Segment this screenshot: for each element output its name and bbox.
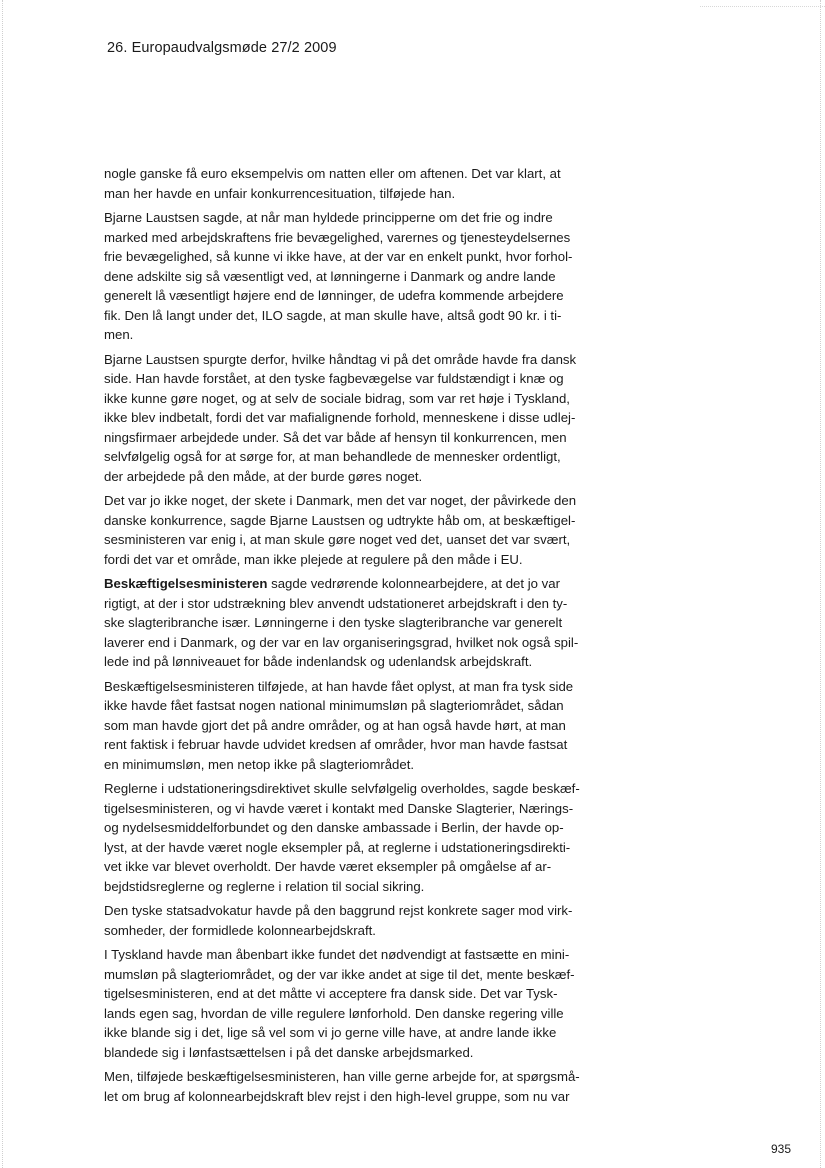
paragraph-line: Men, tilføjede beskæftigelsesministeren, han ville gerne arbejde for, at spørgsmå-	[104, 1069, 580, 1084]
paragraph-line: laverer end i Danmark, og der var en lav organiseringsgrad, hvilket nok også spil-	[104, 634, 579, 650]
paragraph-line: men.	[104, 327, 134, 342]
paragraph-line: side. Han havde forstået, at den tyske fagbevægelse var fuldstændigt i knæ og	[104, 371, 564, 386]
paragraph-line: lede ind på lønniveauet for både indenlandsk og udenlandsk arbejdskraft.	[104, 654, 533, 669]
page-number: 935	[771, 1142, 792, 1156]
line-text: sagde vedrørende kolonnearbejdere, at det jo var	[267, 576, 560, 591]
body-text	[104, 164, 586, 1111]
paragraph-line: ikke blande sig i det, lige så vel som vi jo gerne ville have, at andre lande ikke	[104, 1025, 557, 1040]
paragraph-line: rent faktisk i februar havde udvidet kredsen af områder, hvor man havde fastsat	[104, 737, 568, 752]
paragraph-line: fik. Den lå langt under det, ILO sagde, at man skulle have, altså godt 90 kr. i ti-	[104, 307, 562, 323]
paragraph-line: marked med arbejdskraftens frie bevægelighed, varernes og tjenesteydelsernes	[104, 229, 571, 245]
paragraph-line: I Tyskland havde man åbenbart ikke fundet det nødvendigt at fastsætte en mini-	[104, 947, 570, 962]
paragraph-line: Bjarne Laustsen spurgte derfor, hvilke håndtag vi på det område havde fra dansk	[104, 351, 577, 367]
paragraph-line: Bjarne Laustsen sagde, at når man hyldede principperne om det frie og indre	[104, 210, 553, 225]
paragraph-line: vet ikke var blevet overholdt. Der havde været eksempler på omgåelse af ar-	[104, 859, 552, 874]
paragraph-line: sesministeren var enig i, at man skule gøre noget ved det, uanset det var svært,	[104, 532, 571, 547]
paragraph-line: lands egen sag, hvordan de ville regulere lønforhold. Den danske regering ville	[104, 1005, 564, 1021]
scan-left-edge	[2, 0, 3, 1168]
paragraph	[104, 164, 586, 203]
paragraph-line: ikke kunne gøre noget, og at selv de sociale bidrag, som var ret høje i Tyskland,	[104, 390, 570, 406]
paragraph-line: ningsfirmaer arbejdede under. Så det var både af hensyn til konkurrencen, men	[104, 429, 567, 445]
paragraph-line: der arbejdede på den måde, at der burde gøres noget.	[104, 468, 423, 484]
paragraph-line: fordi det var et område, man ikke plejede at regulere på den måde i EU.	[104, 551, 523, 567]
paragraph	[104, 779, 586, 896]
speaker-name: Beskæftigelsesministeren	[104, 576, 268, 591]
paragraph	[104, 677, 586, 775]
paragraph-line: let om brug af kolonnearbejdskraft blev rejst i den high-level gruppe, som nu var	[104, 1088, 570, 1104]
paragraph	[104, 901, 586, 940]
paragraph-line: lyst, at der havde været nogle eksempler på, at reglerne i udstationeringsdirekti-	[104, 839, 571, 855]
paragraph-line: somheder, der formidlede kolonnearbejdskraft.	[104, 922, 376, 938]
paragraph	[104, 945, 586, 1062]
paragraph	[104, 208, 586, 345]
paragraph-line: tigelsesministeren, og vi havde været i kontakt med Danske Slagterier, Nærings-	[104, 800, 574, 816]
paragraph-line: danske konkurrence, sagde Bjarne Laustsen og udtrykte håb om, at beskæftigel-	[104, 512, 576, 528]
paragraph-line: mumsløn på slagteriområdet, og der var ikke andet at sige til det, mente beskæf-	[104, 966, 575, 982]
paragraph-line: man her havde en unfair konkurrencesituation, tilføjede han.	[104, 185, 456, 201]
paragraph-line: Reglerne i udstationeringsdirektivet skulle selvfølgelig overholdes, sagde beskæf-	[104, 781, 580, 796]
paragraph	[104, 1067, 586, 1106]
paragraph	[104, 350, 586, 487]
paragraph-line: blandede sig i lønfastsættelsen i på det danske arbejdsmarked.	[104, 1044, 474, 1060]
paragraph-line: selvfølgelig også for at sørge for, at man behandlede de mennesker ordentligt,	[104, 449, 561, 464]
paragraph-line: Den tyske statsadvokatur havde på den baggrund rejst konkrete sager mod virk-	[104, 903, 573, 918]
paragraph-line: Det var jo ikke noget, der skete i Danmark, men det var noget, der påvirkede den	[104, 493, 577, 508]
paragraph-line: ikke havde fået fastsat nogen national minimumsløn på slagteriområdet, sådan	[104, 698, 564, 713]
page-header: 26. Europaudvalgsmøde 27/2 2009	[107, 40, 337, 56]
paragraph-line: ikke blev indbetalt, fordi det var mafialignende forhold, menneskene i disse udlej-	[104, 410, 576, 425]
scan-top-edge	[700, 6, 825, 7]
paragraph-line: generelt lå væsentligt højere end de lønninger, de udefra kommende arbejdere	[104, 288, 564, 303]
paragraph-line: og nydelsesmiddelforbundet og den danske ambassade i Berlin, der havde op-	[104, 820, 564, 835]
paragraph-line: Beskæftigelsesministeren tilføjede, at han havde fået oplyst, at man fra tysk side	[104, 678, 574, 694]
paragraph	[104, 491, 586, 569]
paragraph-line: frie bevægelighed, så kunne vi ikke have, at der var en enkelt punkt, hvor forhol-	[104, 249, 573, 264]
paragraph-line: tigelsesministeren, end at det måtte vi acceptere fra dansk side. Det var Tysk-	[104, 986, 558, 1001]
paragraph-line: bejdstidsreglerne og reglerne i relation til social sikring.	[104, 878, 425, 894]
paragraph-line: dene adskilte sig så væsentligt ved, at lønningerne i Danmark og andre lande	[104, 268, 556, 284]
paragraph-line: som man havde gjort det på andre områder, og at han også havde hørt, at man	[104, 717, 566, 733]
scan-right-edge	[820, 0, 821, 1168]
paragraph-line: nogle ganske få euro eksempelvis om natten eller om aftenen. Det var klart, at	[104, 166, 561, 181]
paragraph-line: en minimumsløn, men netop ikke på slagteriområdet.	[104, 756, 415, 772]
paragraph	[104, 574, 586, 672]
paragraph-line: rigtigt, at der i stor udstrækning blev anvendt udstationeret arbejdskraft i den ty-	[104, 595, 568, 611]
paragraph-line	[104, 574, 586, 594]
paragraph-line: ske slagteribranche især. Lønningerne i den tyske slagteribranche var generelt	[104, 615, 563, 630]
